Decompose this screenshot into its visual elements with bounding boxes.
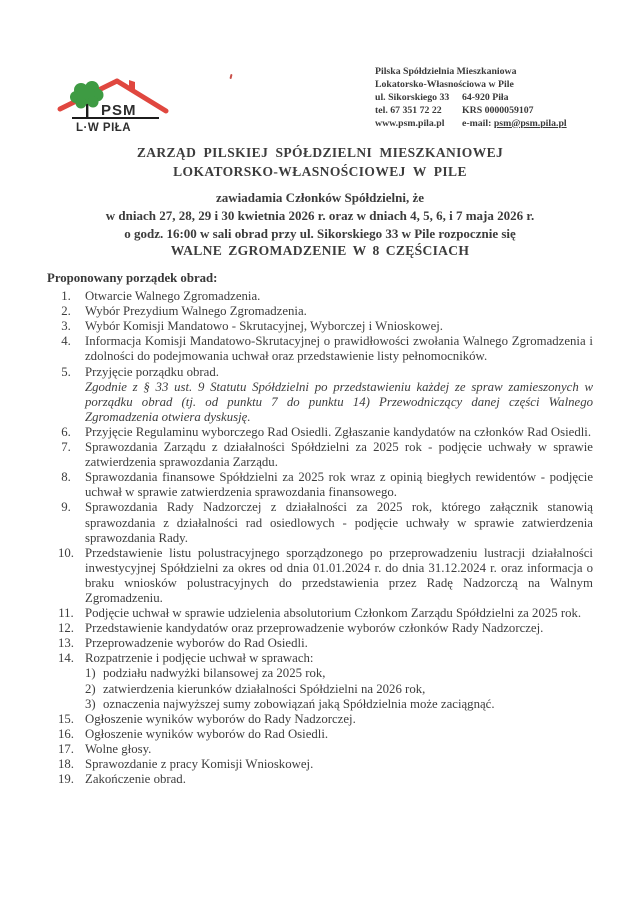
agenda-item-number: 1. xyxy=(61,289,71,304)
agenda-item-text: Ogłoszenie wyników wyborów do Rady Nadzorczej. xyxy=(85,711,356,726)
psm-logo xyxy=(55,76,177,138)
agenda-item xyxy=(47,621,593,636)
agenda-item xyxy=(47,712,593,727)
agenda-item xyxy=(47,757,593,772)
agenda-item-number: 2. xyxy=(61,304,71,319)
psm-logo-icon xyxy=(55,76,177,138)
agenda-item-number: 14. xyxy=(58,651,74,666)
agenda-item-number: 7. xyxy=(61,440,71,455)
agenda-item-number: 15. xyxy=(58,711,74,726)
agenda-item-text: Wybór Komisji Mandatowo - Skrutacyjnej, Wyborczej i Wnioskowej. xyxy=(85,319,444,334)
chimney xyxy=(129,80,135,94)
agenda-item-text: Przedstawienie listu polustracyjnego sporządzonego po przeprowadzeniu lustracji działalności inwestycyjnej Spółdzielni za okres od dnia 01.01.2024 r. do dnia 31.12.2024 r. oraz informacja o braku wniosków polustracyjnych do przedstawienia przez Radę Nadzorczą na Walnym Zgromadzeniu. xyxy=(85,545,593,605)
agenda-subitem-text: oznaczenia najwyższej sumy zobowiązań jaką Spółdzielnia może zaciągnąć. xyxy=(103,696,495,711)
agenda-item-text: Sprawozdania finansowe Spółdzielni za 2025 rok wraz z opinią biegłych rewidentów - podjęcie uchwał w sprawie zatwierdzenia sprawozdania finansowego. xyxy=(85,470,593,500)
agenda-subitem xyxy=(85,682,593,697)
agenda-item-text: Przyjęcie Regulaminu wyborczego Rad Osiedli. Zgłaszanie kandydatów na członków Rad Osiedli. xyxy=(85,424,592,439)
company-name-line1: Pilska Spółdzielnia Mieszkaniowa xyxy=(375,66,517,77)
agenda-item xyxy=(47,727,593,742)
company-name-line2: Lokatorsko-Własnościowa w Pile xyxy=(375,78,514,90)
agenda-item-text: Przeprowadzenie wyborów do Rad Osiedli. xyxy=(85,636,308,651)
agenda-subitem-number: 1) xyxy=(85,666,96,681)
notice-title xyxy=(0,143,640,181)
agenda-item-text: Rozpatrzenie i podjęcie uchwał w sprawach: xyxy=(85,651,314,666)
agenda-item-number: 5. xyxy=(61,364,71,379)
scan-artifact xyxy=(229,74,232,79)
notice-title-line1: ZARZĄD PILSKIEJ SPÓŁDZIELNI MIESZKANIOWEJ xyxy=(136,145,504,160)
agenda-item-number: 8. xyxy=(61,470,71,485)
agenda-item-number: 19. xyxy=(58,772,74,787)
company-email-label: e-mail: xyxy=(462,117,494,129)
agenda-item xyxy=(47,606,593,621)
agenda-item xyxy=(47,546,593,606)
agenda-item-text: Sprawozdanie z pracy Komisji Wnioskowej. xyxy=(85,757,314,771)
agenda-item-number: 17. xyxy=(58,741,74,756)
agenda-item-text: Zakończenie obrad. xyxy=(85,772,186,787)
company-web-row xyxy=(375,118,595,131)
agenda-item xyxy=(47,742,593,757)
agenda-item-text: Przedstawienie kandydatów oraz przeprowadzenie wyborów członków Rady Nadzorczej. xyxy=(85,621,544,636)
announcement-line4: WALNE ZGROMADZENIE W 8 CZĘŚCIACH xyxy=(170,243,470,259)
agenda-item-number: 11. xyxy=(58,606,74,621)
agenda-item xyxy=(47,319,593,334)
agenda-item-text: Wybór Prezydium Walnego Zgromadzenia. xyxy=(85,304,307,319)
agenda-item xyxy=(47,772,593,787)
agenda-subitem xyxy=(85,666,593,681)
agenda-item-text: Podjęcie uchwał w sprawie udzielenia absolutorium Członkom Zarządu Spółdzielni za 2025 rok. xyxy=(85,606,582,621)
agenda-item xyxy=(47,500,593,545)
announcement xyxy=(0,189,640,260)
agenda-item xyxy=(47,425,593,440)
agenda-subitem-number: 2) xyxy=(85,681,96,696)
agenda-item-text: Sprawozdania Zarządu z działalności Spółdzielni za 2025 rok - podjęcie uchwały w sprawie zatwierdzenia sprawozdania Zarządu. xyxy=(85,440,593,470)
agenda-item-number: 6. xyxy=(61,424,71,439)
company-krs: KRS 0000059107 xyxy=(462,104,534,116)
agenda-item-number: 10. xyxy=(58,545,74,560)
agenda-item-body xyxy=(85,651,593,666)
company-address-row xyxy=(375,92,595,105)
company-email: psm@psm.pila.pl xyxy=(493,117,567,129)
agenda-item-text: Otwarcie Walnego Zgromadzenia. xyxy=(85,289,261,304)
agenda-item-note: Zgodnie z § 33 ust. 9 Statutu Spółdzielni po przedstawieniu każdej ze spraw zamieszonych w porządku obrad (tj. od punktu 7 do punktu 14) Przewodniczący danej części Walnego Zgromadzenia otwiera dyskusję. xyxy=(85,379,593,424)
agenda-item xyxy=(47,470,593,500)
company-www: www.psm.pila.pl xyxy=(375,117,445,129)
agenda-subitem-number: 3) xyxy=(85,696,96,711)
agenda-item-text: Informacja Komisji Mandatowo-Skrutacyjnej o prawidłowości zwołania Walnego Zgromadzenia i zdolności do podejmowania uchwał oraz przedstawienie listy pełnomocników. xyxy=(85,334,593,364)
company-info xyxy=(375,66,595,131)
agenda-item xyxy=(47,289,593,304)
announcement-line3: o godz. 16:00 w sali obrad przy ul. Sikorskiego 33 w Pile rozpocznie się xyxy=(124,225,516,241)
agenda-item xyxy=(47,334,593,364)
agenda-subitem-text: zatwierdzenia kierunków działalności Spółdzielni na 2026 rok, xyxy=(103,681,426,696)
company-postal: 64-920 Piła xyxy=(462,91,509,103)
company-phone-row xyxy=(375,105,595,118)
agenda-item-body xyxy=(85,365,593,425)
agenda-item xyxy=(47,651,593,666)
agenda xyxy=(47,271,593,787)
agenda-item-number: 3. xyxy=(61,319,71,334)
agenda-item-number: 12. xyxy=(58,621,74,636)
announcement-line1: zawiadamia Członków Spółdzielni, że xyxy=(215,190,424,205)
agenda-item xyxy=(47,304,593,319)
agenda-subitem-text: podziału nadwyżki bilansowej za 2025 rok, xyxy=(103,666,326,681)
agenda-item-number: 16. xyxy=(58,726,74,741)
notice-title-line2: LOKATORSKO-WŁASNOŚCIOWEJ W PILE xyxy=(173,164,467,179)
agenda-item-number: 9. xyxy=(61,500,71,515)
agenda-heading: Proponowany porządek obrad: xyxy=(47,271,218,285)
agenda-item-number: 18. xyxy=(58,757,74,771)
company-street: ul. Sikorskiego 33 xyxy=(375,91,450,103)
agenda-item-text: Przyjęcie porządku obrad. xyxy=(85,364,219,379)
company-phone: tel. 67 351 72 22 xyxy=(375,104,442,116)
agenda-item xyxy=(47,440,593,470)
agenda-item-text: Wolne głosy. xyxy=(85,741,152,756)
agenda-item-number: 13. xyxy=(58,636,74,651)
agenda-item-text: Sprawozdania Rady Nadzorczej z działalności za 2025 rok, którego załącznik stanowią sprawozdania z działalności rad osiedlowych - podjęcie uchwały w sprawie zatwierdzenia sprawozdania Rady. xyxy=(85,500,593,545)
agenda-item-text: Ogłoszenie wyników wyborów do Rad Osiedli. xyxy=(85,726,329,741)
logo-psm-text: PSM xyxy=(101,102,137,119)
company-email-wrap xyxy=(462,118,567,131)
agenda-subitem xyxy=(85,697,593,712)
announcement-line2: w dniach 27, 28, 29 i 30 kwietnia 2026 r. oraz w dniach 4, 5, 6, i 7 maja 2026 r. xyxy=(105,207,535,223)
agenda-item-number: 4. xyxy=(61,334,71,349)
agenda-item xyxy=(47,636,593,651)
logo-lw-pila-text: L·W PIŁA xyxy=(76,122,132,134)
agenda-item xyxy=(47,365,593,425)
